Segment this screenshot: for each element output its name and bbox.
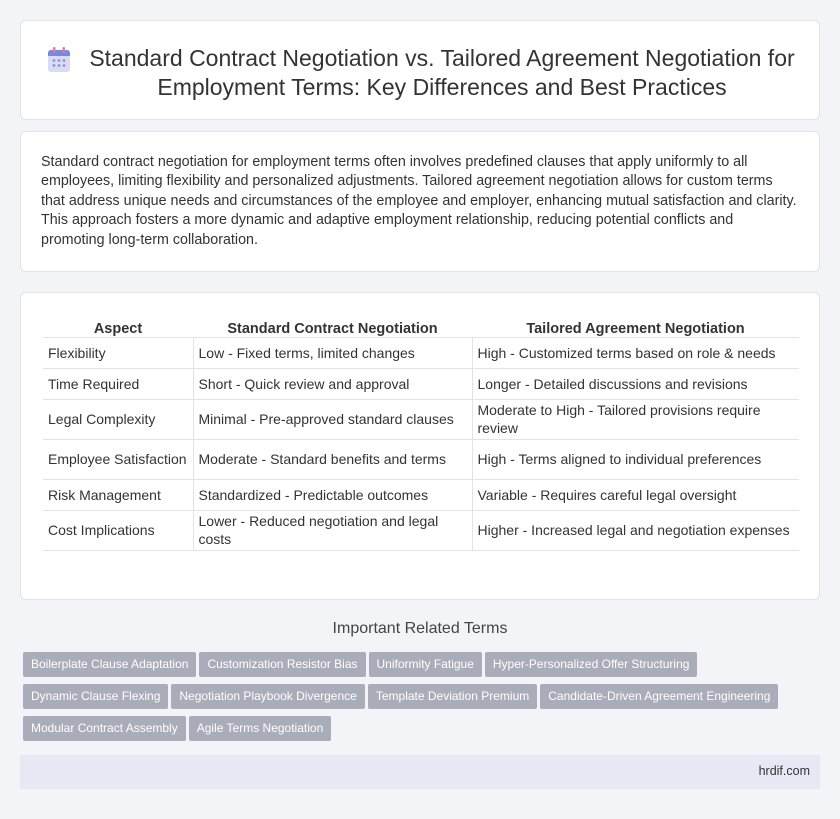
comparison-table-card <box>20 292 820 600</box>
table-row <box>43 510 799 550</box>
related-terms-tags <box>23 652 813 748</box>
cell-aspect: Cost Implications <box>43 510 193 550</box>
tag[interactable]: Boilerplate Clause Adaptation <box>23 652 196 677</box>
related-terms-heading: Important Related Terms <box>332 620 508 637</box>
tag[interactable]: Customization Resistor Bias <box>199 652 365 677</box>
cell-aspect: Legal Complexity <box>43 399 193 439</box>
footer-site-link[interactable]: hrdif.com <box>758 764 810 778</box>
cell-standard: Minimal - Pre-approved standard clauses <box>193 399 472 439</box>
calendar-icon <box>47 47 71 73</box>
comparison-table <box>43 315 799 551</box>
table-header-row <box>43 315 799 337</box>
cell-tailored: Higher - Increased legal and negotiation expenses <box>472 510 799 550</box>
header-aspect: Aspect <box>43 315 193 337</box>
footer <box>20 755 820 789</box>
summary-text: Standard contract negotiation for employment terms often involves predefined clauses that apply uniformly to all employees, limiting flexibility and personalized adjustments. Tailored agreement negotiation allows for custom terms that address unique needs and circumstances of the employee and employer, enhancing mutual satisfaction and clarity. This approach fosters a more dynamic and adaptive employment relationship, reducing potential conflicts and promoting long-term collaboration. <box>41 154 797 248</box>
tag[interactable]: Candidate-Driven Agreement Engineering <box>540 684 778 709</box>
cell-standard: Low - Fixed terms, limited changes <box>193 337 472 368</box>
table-row <box>43 479 799 510</box>
summary-card <box>20 131 820 272</box>
table-row <box>43 368 799 399</box>
tag[interactable]: Template Deviation Premium <box>368 684 537 709</box>
cell-tailored: Variable - Requires careful legal oversight <box>472 479 799 510</box>
cell-standard: Standardized - Predictable outcomes <box>193 479 472 510</box>
page-title: Standard Contract Negotiation vs. Tailored Agreement Negotiation for Employment Terms: Key Differences and Best Practices <box>89 45 795 100</box>
cell-standard: Moderate - Standard benefits and terms <box>193 439 472 479</box>
cell-aspect: Flexibility <box>43 337 193 368</box>
cell-tailored: High - Customized terms based on role & needs <box>472 337 799 368</box>
cell-aspect: Time Required <box>43 368 193 399</box>
cell-tailored: High - Terms aligned to individual preferences <box>472 439 799 479</box>
cell-tailored: Longer - Detailed discussions and revisions <box>472 368 799 399</box>
table-row <box>43 439 799 479</box>
cell-aspect: Employee Satisfaction <box>43 439 193 479</box>
header-tailored: Tailored Agreement Negotiation <box>472 315 799 337</box>
tag[interactable]: Hyper-Personalized Offer Structuring <box>485 652 698 677</box>
tag[interactable]: Dynamic Clause Flexing <box>23 684 168 709</box>
header-standard: Standard Contract Negotiation <box>193 315 472 337</box>
table-row <box>43 337 799 368</box>
cell-aspect: Risk Management <box>43 479 193 510</box>
tag[interactable]: Negotiation Playbook Divergence <box>171 684 364 709</box>
cell-standard: Short - Quick review and approval <box>193 368 472 399</box>
tag[interactable]: Modular Contract Assembly <box>23 716 186 741</box>
cell-tailored: Moderate to High - Tailored provisions require review <box>472 399 799 439</box>
title-card <box>20 20 820 120</box>
table-row <box>43 399 799 439</box>
tag[interactable]: Agile Terms Negotiation <box>189 716 332 741</box>
tag[interactable]: Uniformity Fatigue <box>369 652 482 677</box>
cell-standard: Lower - Reduced negotiation and legal costs <box>193 510 472 550</box>
